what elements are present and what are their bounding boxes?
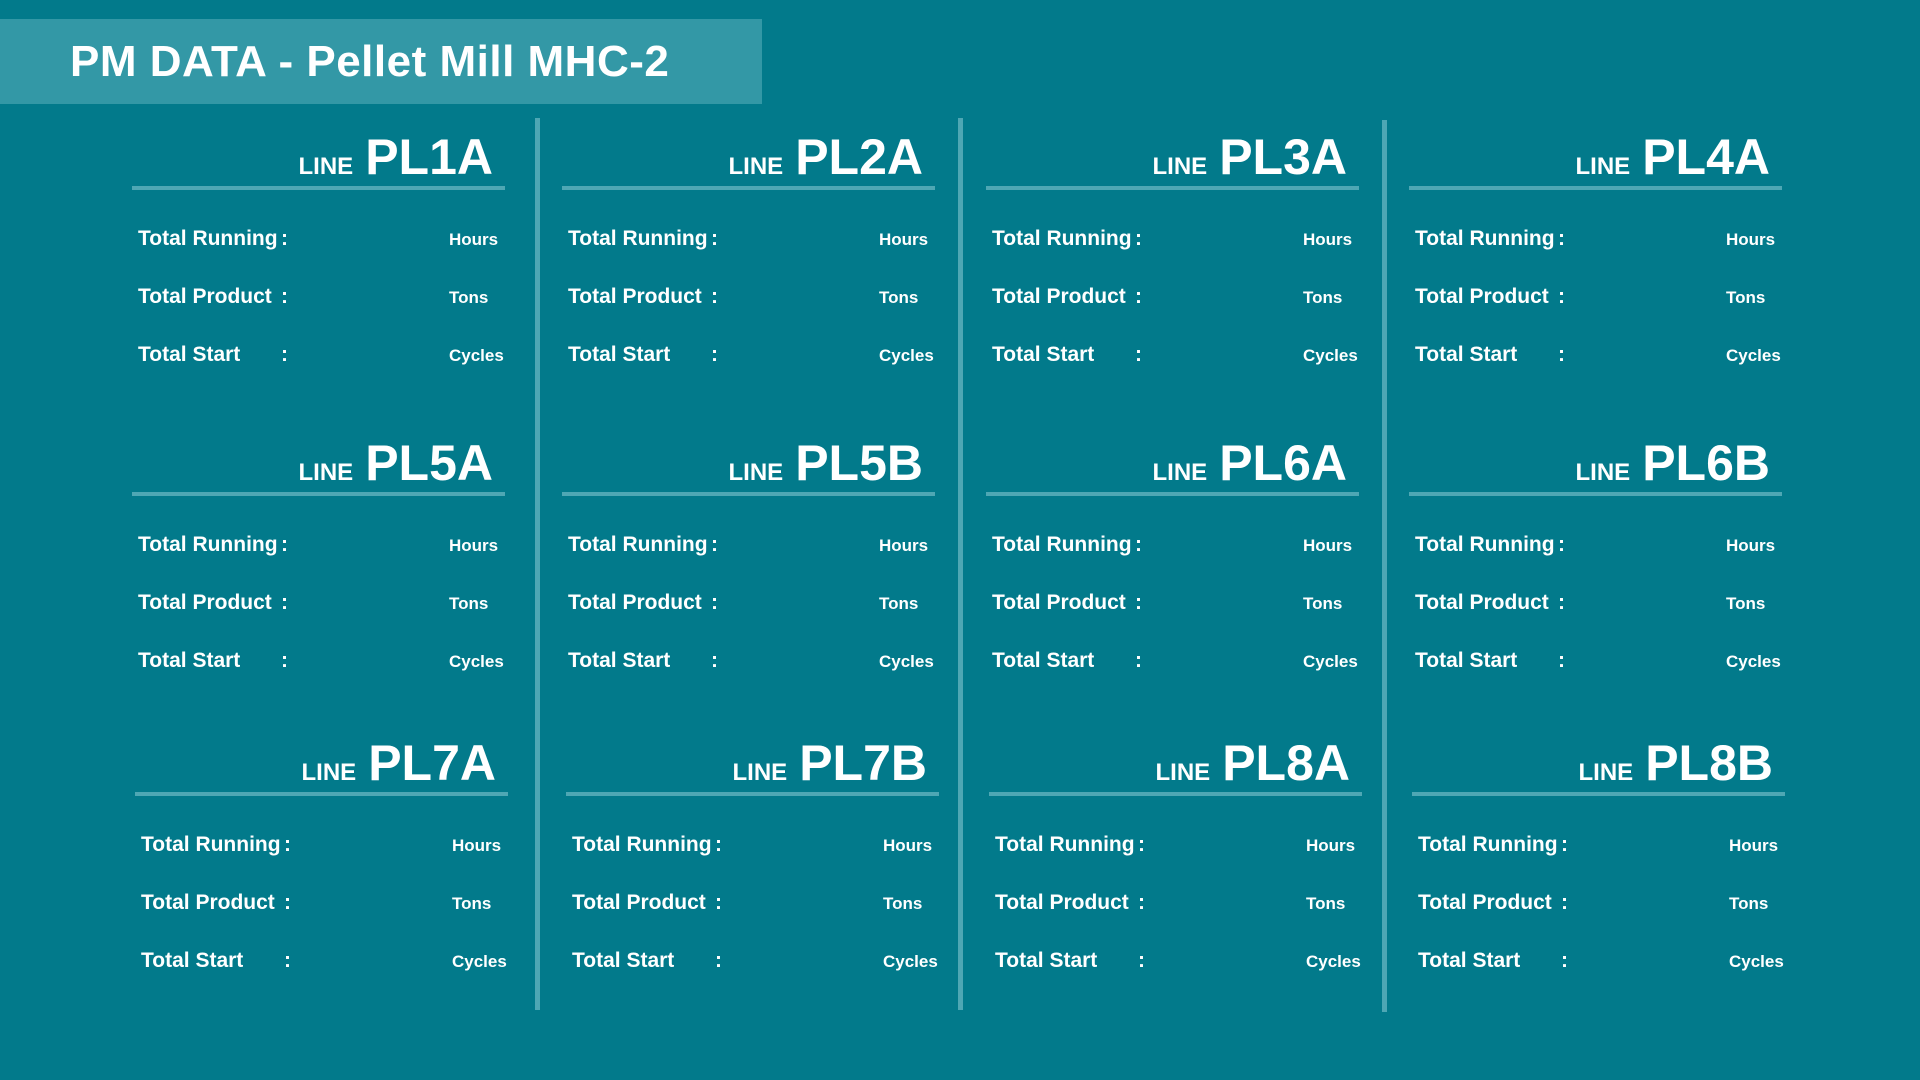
- metric-unit: Cycles: [1726, 652, 1781, 671]
- metric-label: Total Running: [992, 227, 1132, 250]
- line-code-label: PL5A: [365, 435, 493, 491]
- metric-separator: :: [281, 285, 288, 308]
- line-prefix-label: LINE: [301, 759, 357, 786]
- line-prefix-label: LINE: [728, 153, 784, 180]
- metric-unit: Cycles: [1729, 952, 1784, 971]
- line-header-underline: [986, 186, 1359, 190]
- metric-separator: :: [281, 343, 288, 366]
- metric-separator: :: [281, 591, 288, 614]
- metric-separator: :: [1558, 533, 1565, 556]
- metric-label: Total Product: [1415, 591, 1549, 614]
- metric-unit: Hours: [1303, 230, 1353, 249]
- metric-unit: Cycles: [452, 952, 507, 971]
- line-code-label: PL6B: [1642, 435, 1770, 491]
- metric-unit: Tons: [1726, 288, 1766, 307]
- metric-separator: :: [711, 285, 718, 308]
- metric-separator: :: [281, 533, 288, 556]
- column-divider: [1382, 120, 1387, 1012]
- metric-row-start: [992, 343, 1359, 373]
- line-panel: [135, 736, 508, 981]
- line-panel: [986, 130, 1359, 375]
- metric-separator: :: [1135, 227, 1142, 250]
- metric-label: Total Product: [992, 591, 1126, 614]
- metric-row-running: [1415, 533, 1782, 563]
- metric-row-start: [138, 649, 505, 679]
- metric-separator: :: [1561, 949, 1568, 972]
- metric-separator: :: [1558, 343, 1565, 366]
- metric-label: Total Start: [138, 649, 241, 672]
- metric-row-product: [1415, 285, 1782, 315]
- metric-label: Total Product: [1415, 285, 1549, 308]
- metric-label: Total Running: [992, 533, 1132, 556]
- metric-row-product: [568, 285, 935, 315]
- line-header-underline: [132, 186, 505, 190]
- line-code-label: PL7A: [368, 735, 496, 791]
- metric-separator: :: [1558, 227, 1565, 250]
- metric-unit: Hours: [452, 836, 502, 855]
- metric-label: Total Start: [568, 649, 671, 672]
- line-prefix-label: LINE: [1152, 153, 1208, 180]
- metric-label: Total Start: [568, 343, 671, 366]
- metric-label: Total Running: [1418, 833, 1558, 856]
- metric-unit: Cycles: [1303, 652, 1358, 671]
- line-header-underline: [1409, 492, 1782, 496]
- line-panel: [986, 436, 1359, 681]
- metric-separator: :: [1558, 285, 1565, 308]
- metric-separator: :: [1561, 891, 1568, 914]
- metric-separator: :: [715, 949, 722, 972]
- metric-unit: Tons: [1303, 288, 1343, 307]
- metric-label: Total Running: [1415, 533, 1555, 556]
- metric-separator: :: [284, 891, 291, 914]
- metric-row-start: [572, 949, 939, 979]
- line-header: [1409, 436, 1782, 490]
- line-code-label: PL4A: [1642, 129, 1770, 185]
- metric-separator: :: [281, 649, 288, 672]
- metric-separator: :: [1135, 285, 1142, 308]
- metric-row-running: [141, 833, 508, 863]
- line-code-label: PL1A: [365, 129, 493, 185]
- metric-unit: Tons: [879, 594, 919, 613]
- line-prefix-label: LINE: [298, 153, 354, 180]
- metric-unit: Tons: [883, 894, 923, 913]
- metric-unit: Hours: [1726, 230, 1776, 249]
- line-header: [1409, 130, 1782, 184]
- metric-unit: Hours: [879, 230, 929, 249]
- metric-separator: :: [711, 591, 718, 614]
- metric-separator: :: [711, 227, 718, 250]
- metric-unit: Cycles: [1726, 346, 1781, 365]
- metric-row-product: [568, 591, 935, 621]
- metric-separator: :: [1561, 833, 1568, 856]
- metric-label: Total Running: [1415, 227, 1555, 250]
- metric-row-running: [1418, 833, 1785, 863]
- line-code-label: PL3A: [1219, 129, 1347, 185]
- metric-separator: :: [711, 343, 718, 366]
- metric-row-start: [141, 949, 508, 979]
- line-panel: [562, 436, 935, 681]
- metric-unit: Cycles: [449, 346, 504, 365]
- metric-label: Total Product: [995, 891, 1129, 914]
- metric-unit: Tons: [1729, 894, 1769, 913]
- metric-separator: :: [711, 649, 718, 672]
- metric-row-running: [992, 227, 1359, 257]
- line-header: [132, 436, 505, 490]
- line-header-underline: [986, 492, 1359, 496]
- metric-row-start: [1418, 949, 1785, 979]
- metric-label: Total Product: [141, 891, 275, 914]
- metric-unit: Tons: [452, 894, 492, 913]
- line-header-underline: [989, 792, 1362, 796]
- metric-unit: Hours: [1306, 836, 1356, 855]
- metric-unit: Tons: [1726, 594, 1766, 613]
- line-header-underline: [566, 792, 939, 796]
- metric-label: Total Start: [1415, 649, 1518, 672]
- metric-unit: Tons: [449, 288, 489, 307]
- metric-separator: :: [1135, 533, 1142, 556]
- line-prefix-label: LINE: [298, 459, 354, 486]
- metric-row-product: [1415, 591, 1782, 621]
- metric-label: Total Start: [992, 649, 1095, 672]
- line-code-label: PL8B: [1645, 735, 1773, 791]
- metric-label: Total Start: [572, 949, 675, 972]
- metric-unit: Cycles: [449, 652, 504, 671]
- line-prefix-label: LINE: [732, 759, 788, 786]
- metric-unit: Cycles: [1306, 952, 1361, 971]
- metric-separator: :: [715, 833, 722, 856]
- metric-label: Total Running: [138, 227, 278, 250]
- metric-separator: :: [281, 227, 288, 250]
- line-prefix-label: LINE: [1575, 153, 1631, 180]
- metric-label: Total Running: [568, 227, 708, 250]
- line-code-label: PL2A: [795, 129, 923, 185]
- metric-label: Total Start: [1415, 343, 1518, 366]
- line-header-underline: [1409, 186, 1782, 190]
- line-prefix-label: LINE: [1152, 459, 1208, 486]
- metric-row-running: [992, 533, 1359, 563]
- metric-unit: Cycles: [883, 952, 938, 971]
- metric-row-start: [992, 649, 1359, 679]
- line-header: [986, 130, 1359, 184]
- line-prefix-label: LINE: [1155, 759, 1211, 786]
- line-prefix-label: LINE: [728, 459, 784, 486]
- metric-unit: Cycles: [1303, 346, 1358, 365]
- line-header: [986, 436, 1359, 490]
- metric-label: Total Start: [141, 949, 244, 972]
- column-divider: [535, 118, 540, 1010]
- metric-separator: :: [1135, 591, 1142, 614]
- metric-label: Total Product: [568, 285, 702, 308]
- metric-label: Total Product: [568, 591, 702, 614]
- metric-row-product: [572, 891, 939, 921]
- metric-row-product: [138, 285, 505, 315]
- line-header-underline: [562, 186, 935, 190]
- line-code-label: PL5B: [795, 435, 923, 491]
- line-header: [562, 130, 935, 184]
- line-header: [566, 736, 939, 790]
- column-divider: [958, 118, 963, 1010]
- metric-unit: Hours: [879, 536, 929, 555]
- metric-row-product: [995, 891, 1362, 921]
- metric-label: Total Start: [1418, 949, 1521, 972]
- metric-label: Total Running: [138, 533, 278, 556]
- metric-row-product: [1418, 891, 1785, 921]
- metric-label: Total Running: [995, 833, 1135, 856]
- line-header-underline: [1412, 792, 1785, 796]
- metric-row-running: [138, 227, 505, 257]
- line-header: [562, 436, 935, 490]
- metric-label: Total Running: [572, 833, 712, 856]
- line-panel: [1409, 436, 1782, 681]
- metric-row-running: [572, 833, 939, 863]
- metric-separator: :: [1138, 891, 1145, 914]
- line-code-label: PL6A: [1219, 435, 1347, 491]
- line-panel: [562, 130, 935, 375]
- metric-separator: :: [1558, 591, 1565, 614]
- metric-separator: :: [711, 533, 718, 556]
- metric-row-running: [568, 227, 935, 257]
- metric-row-start: [568, 343, 935, 373]
- metric-label: Total Running: [141, 833, 281, 856]
- metric-row-product: [138, 591, 505, 621]
- metric-unit: Hours: [1726, 536, 1776, 555]
- metric-row-start: [995, 949, 1362, 979]
- line-header: [989, 736, 1362, 790]
- line-header: [135, 736, 508, 790]
- metric-unit: Hours: [449, 230, 499, 249]
- metric-unit: Tons: [449, 594, 489, 613]
- metric-row-product: [141, 891, 508, 921]
- metric-unit: Tons: [879, 288, 919, 307]
- metric-separator: :: [284, 949, 291, 972]
- line-prefix-label: LINE: [1578, 759, 1634, 786]
- line-panel: [989, 736, 1362, 981]
- metric-row-start: [1415, 649, 1782, 679]
- metric-separator: :: [715, 891, 722, 914]
- metric-unit: Cycles: [879, 652, 934, 671]
- line-code-label: PL8A: [1222, 735, 1350, 791]
- metric-label: Total Start: [995, 949, 1098, 972]
- metric-unit: Hours: [1729, 836, 1779, 855]
- metric-unit: Hours: [449, 536, 499, 555]
- metric-label: Total Product: [572, 891, 706, 914]
- metric-row-product: [992, 591, 1359, 621]
- metric-label: Total Start: [138, 343, 241, 366]
- line-panel: [1412, 736, 1785, 981]
- line-header-underline: [132, 492, 505, 496]
- metric-separator: :: [284, 833, 291, 856]
- metric-unit: Tons: [1306, 894, 1346, 913]
- line-panel: [1409, 130, 1782, 375]
- metric-row-start: [1415, 343, 1782, 373]
- metric-separator: :: [1135, 649, 1142, 672]
- line-header: [132, 130, 505, 184]
- page-title: PM DATA - Pellet Mill MHC-2: [70, 37, 670, 86]
- metric-unit: Hours: [883, 836, 933, 855]
- metric-separator: :: [1138, 949, 1145, 972]
- metric-label: Total Product: [138, 591, 272, 614]
- metric-row-running: [995, 833, 1362, 863]
- metric-row-running: [1415, 227, 1782, 257]
- line-panel: [566, 736, 939, 981]
- line-panel: [132, 436, 505, 681]
- metric-row-start: [138, 343, 505, 373]
- metric-label: Total Start: [992, 343, 1095, 366]
- line-header: [1412, 736, 1785, 790]
- line-header-underline: [562, 492, 935, 496]
- metric-row-product: [992, 285, 1359, 315]
- line-code-label: PL7B: [799, 735, 927, 791]
- metric-label: Total Product: [138, 285, 272, 308]
- metric-label: Total Running: [568, 533, 708, 556]
- title-banner: [0, 19, 762, 104]
- metric-separator: :: [1135, 343, 1142, 366]
- metric-unit: Cycles: [879, 346, 934, 365]
- metric-label: Total Product: [1418, 891, 1552, 914]
- line-header-underline: [135, 792, 508, 796]
- metric-row-start: [568, 649, 935, 679]
- metric-unit: Hours: [1303, 536, 1353, 555]
- line-prefix-label: LINE: [1575, 459, 1631, 486]
- metric-separator: :: [1558, 649, 1565, 672]
- metric-label: Total Product: [992, 285, 1126, 308]
- metric-separator: :: [1138, 833, 1145, 856]
- metric-unit: Tons: [1303, 594, 1343, 613]
- line-panel: [132, 130, 505, 375]
- metric-row-running: [568, 533, 935, 563]
- metric-row-running: [138, 533, 505, 563]
